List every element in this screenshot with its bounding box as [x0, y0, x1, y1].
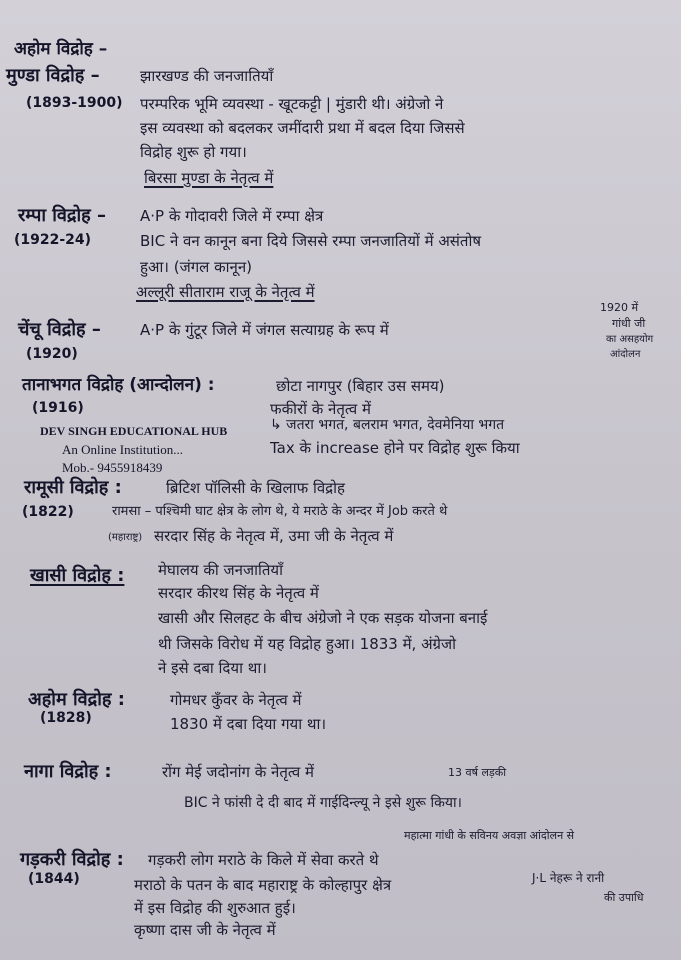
khasi-line2: सरदार कीरथ सिंह के नेतृत्व में — [158, 584, 319, 602]
gadkari-note1: J·L नेहरू ने रानी — [532, 871, 605, 885]
ramosi-line1: ब्रिटिश पॉलिसी के खिलाफ विद्रोह — [166, 479, 345, 497]
gadkari-title: गड़करी विद्रोह : — [20, 849, 124, 870]
naga-title: नागा विद्रोह : — [24, 761, 112, 782]
munda-line1: झारखण्ड की जनजातियाँ — [140, 67, 274, 85]
gadkari-note2: की उपाधि — [604, 891, 644, 904]
chenchu-title: चेंचू विद्रोह – — [18, 319, 101, 340]
ramosi-line3: सरदार सिंह के नेतृत्व में, उमा जी के नेतृत्व में — [154, 527, 394, 545]
munda-years: (1893-1900) — [26, 95, 123, 111]
tanabhagat-line2: फकीरों के नेतृत्व में — [270, 400, 371, 418]
top-heading: अहोम विद्रोह – — [14, 39, 108, 59]
tanabhagat-line4: Tax के increase होने पर विद्रोह शुरू किया — [270, 439, 520, 457]
gadkari-line4: कृष्णा दास जी के नेतृत्व में — [134, 921, 276, 939]
chenchu-note1: 1920 में — [600, 301, 639, 314]
tanabhagat-line3: ↳ जतरा भगत, बलराम भगत, देवमेनिया भगत — [270, 417, 505, 433]
chenchu-line1: A·P के गुंटूर जिले में जंगल सत्याग्रह के रूप में — [140, 321, 389, 339]
ramosi-state: (महाराष्ट्र) — [108, 532, 143, 543]
ramosi-years: (1822) — [22, 504, 74, 520]
watermark-line2: An Online Institution... — [62, 442, 183, 457]
ramosi-line2: रामसा – पश्चिमी घाट क्षेत्र के लोग थे, ये मराठे के अन्दर में Job करते थे — [112, 504, 448, 519]
rampa-years: (1922-24) — [14, 232, 92, 248]
gadkari-line1: गड़करी लोग मराठे के किले में सेवा करते थे — [148, 851, 379, 869]
munda-line5: बिरसा मुण्डा के नेतृत्व में — [144, 169, 274, 187]
watermark-name: DEV SINGH EDUCATIONAL HUB — [40, 424, 228, 438]
ahom-years: (1828) — [40, 710, 92, 726]
rampa-line1: A·P के गोदावरी जिले में रम्पा क्षेत्र — [140, 207, 324, 225]
tanabhagat-years: (1916) — [32, 400, 84, 416]
naga-note: 13 वर्ष लड़की — [448, 766, 507, 779]
rampa-title: रम्पा विद्रोह – — [18, 205, 106, 226]
chenchu-years: (1920) — [26, 346, 78, 362]
ahom-title: अहोम विद्रोह : — [28, 689, 125, 710]
gadkari-line3: में इस विद्रोह की शुरुआत हुई। — [134, 899, 296, 917]
khasi-line5: ने इसे दबा दिया था। — [158, 659, 267, 677]
chenchu-note2: गांधी जी — [612, 317, 646, 330]
munda-line2: परम्परिक भूमि व्यवस्था - खूटकट्टी | मुंडारी थी। अंग्रेजो ने — [140, 95, 444, 113]
rampa-line3: हुआ। (जंगल कानून) — [140, 258, 253, 276]
khasi-line3: खासी और सिलहट के बीच अंग्रेजो ने एक सड़क योजना बनाई — [158, 609, 488, 627]
ahom-line1: गोमधर कुँवर के नेतृत्व में — [170, 691, 302, 709]
rampa-line2: BIC ने वन कानून बना दिये जिससे रम्पा जनजातियों में असंतोष — [140, 232, 482, 250]
khasi-title: खासी विद्रोह : — [30, 565, 125, 586]
khasi-line4: थी जिसके विरोध में यह विद्रोह हुआ। 1833 में, अंग्रेजो — [158, 635, 457, 653]
naga-line2: BIC ने फांसी दे दी बाद में गाईदिन्ल्यू ने इसे शुरू किया। — [184, 795, 462, 811]
rampa-line4: अल्लूरी सीताराम राजू के नेतृत्व में — [136, 283, 315, 301]
tanabhagat-title: तानाभगत विद्रोह (आन्दोलन) : — [22, 375, 215, 395]
gadkari-years: (1844) — [28, 871, 80, 887]
munda-title: मुण्डा विद्रोह – — [6, 65, 100, 86]
gadkari-line2: मराठो के पतन के बाद महाराष्ट्र के कोल्हापुर क्षेत्र — [134, 876, 392, 894]
tanabhagat-line1: छोटा नागपुर (बिहार उस समय) — [276, 377, 445, 395]
khasi-line1: मेघालय की जनजातियाँ — [158, 561, 284, 579]
ramosi-title: रामूसी विद्रोह : — [24, 477, 122, 498]
ahom-line2: 1830 में दबा दिया गया था। — [170, 715, 327, 733]
chenchu-note4: आंदोलन — [610, 349, 641, 360]
munda-line3: इस व्यवस्था को बदलकर जमींदारी प्रथा में बदल दिया जिससे — [140, 119, 465, 137]
chenchu-note3: का असहयोग — [606, 334, 654, 345]
munda-line4: विद्रोह शुरू हो गया। — [140, 143, 247, 161]
naga-line1: रोंग मेई जदोनांग के नेतृत्व में — [162, 763, 314, 781]
watermark-mobile: Mob.- 9455918439 — [62, 460, 163, 475]
naga-line3: महात्मा गांधी के सविनय अवज्ञा आंदोलन से — [404, 829, 575, 842]
